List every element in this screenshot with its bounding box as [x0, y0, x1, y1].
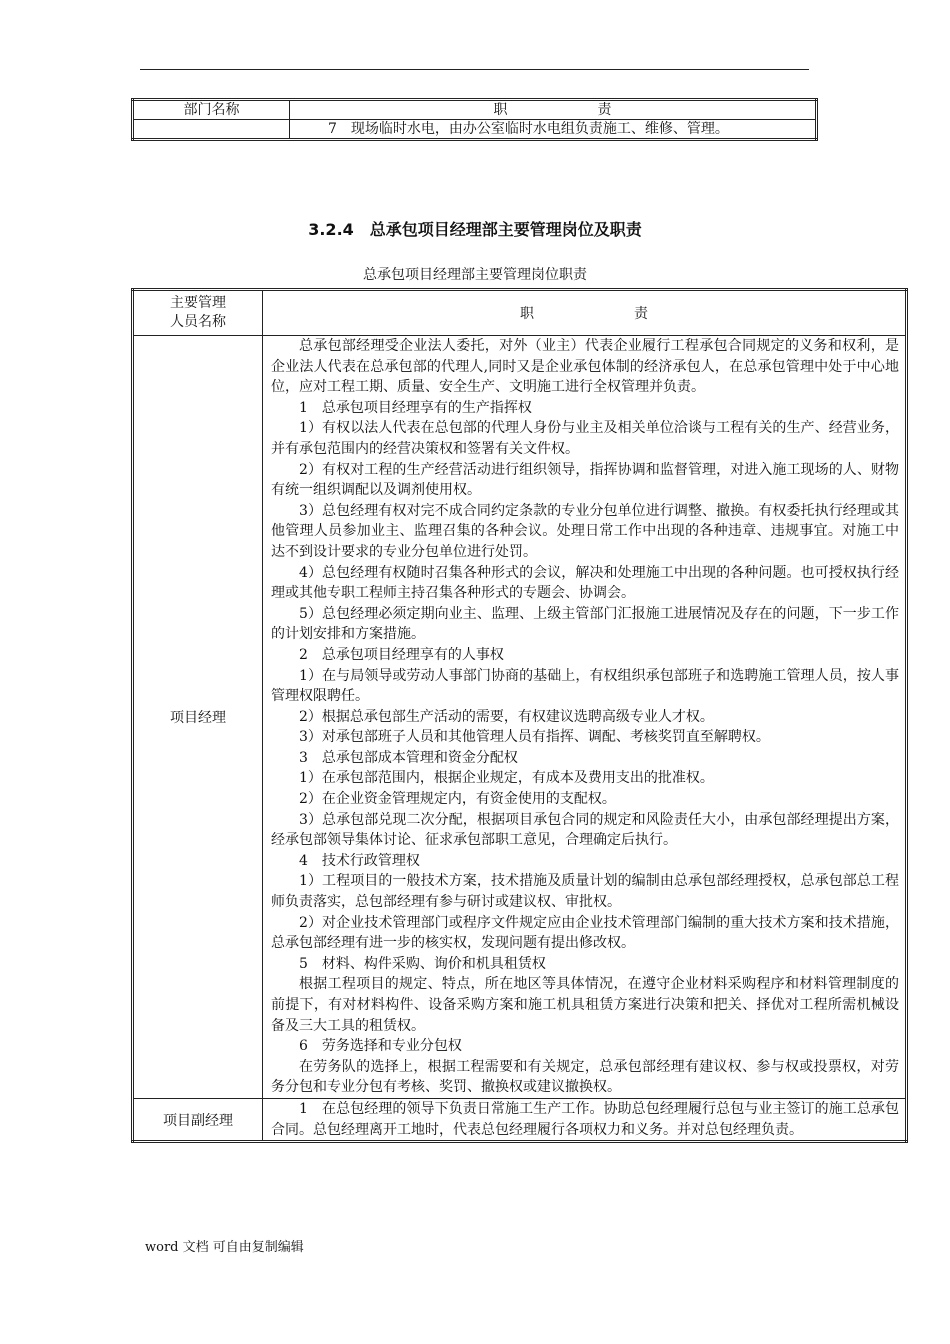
table-row [133, 120, 817, 140]
duties-cell [263, 336, 907, 1099]
header-duties [290, 100, 817, 120]
header-duties-char2: 责 [597, 102, 612, 118]
duty-paragraph: 1 在总包经理的领导下负责日常施工生产工作。协助总包经理履行总包与业主签订的施工总承包合同。总包经理离开工地时，代表总包经理履行各项权力和义务。并对总包经理负责。 [271, 1100, 899, 1138]
table-header-row [133, 290, 907, 336]
duty-paragraph: 1）在与局领导或劳动人事部门协商的基础上，有权组织承包部班子和选聘施工管理人员，按人事管理权限聘任。 [271, 667, 899, 705]
duty-paragraph: 2）根据总承包部生产活动的需要，有权建议选聘高级专业人才权。 [299, 708, 714, 725]
duty-paragraph: 3）总承包部兑现二次分配，根据项目承包合同的规定和风险责任大小，由承包部经理提出方案，经承包部领导集体讨论、征求承包部职工意见，合理确定后执行。 [271, 811, 899, 849]
duty-paragraph: 根据工程项目的规定、特点，所在地区等具体情况，在遵守企业材料采购程序和材料管理制度的前提下，有对材料构件、设备采购方案和施工机具租赁方案进行决策和把关、择优对工程所需机械设备及三大工具的租赁权。 [271, 976, 899, 1034]
table-header-row [133, 100, 817, 120]
duty-paragraph: 6 劳务选择和专业分包权 [299, 1038, 462, 1055]
duty-paragraph: 4）总包经理有权随时召集各种形式的会议，解决和处理施工中出现的各种问题。也可授权执行经理或其他专职工程师主持召集各种形式的专题会、协调会。 [271, 564, 899, 602]
duty-paragraph: 1）有权以法人代表在总包部的代理人身份与业主及相关单位洽谈与工程有关的生产、经营业务，并有承包范围内的经营决策权和签署有关文件权。 [271, 420, 899, 457]
header-rule [140, 69, 809, 70]
duty-paragraph: 5）总包经理必须定期向业主、监理、上级主管部门汇报施工进展情况及存在的问题，下一步工作的计划安排和方案措施。 [271, 605, 899, 643]
header-duties-char1: 职 [493, 102, 508, 118]
duty-paragraph: 5 材料、构件采购、询价和机具租赁权 [299, 955, 546, 972]
duty-paragraph: 2）在企业资金管理规定内，有资金使用的支配权。 [299, 791, 616, 808]
header-position-line2: 人员名称 [170, 314, 226, 330]
department-cell [133, 120, 290, 140]
department-table [131, 98, 818, 141]
header-position-line1: 主要管理 [170, 295, 226, 311]
table-caption: 总承包项目经理部主要管理岗位职责 [363, 267, 587, 283]
duty-paragraph: 2）有权对工程的生产经营活动进行组织领导，指挥协调和监督管理，对进入施工现场的人、财物有统一组织调配以及调剂使用权。 [271, 461, 899, 499]
duty-paragraph: 2）对企业技术管理部门或程序文件规定应由企业技术管理部门编制的重大技术方案和技术措施，总承包部经理有进一步的核实权，发现问题有提出修改权。 [271, 914, 899, 952]
duty-cell: 7 现场临时水电，由办公室临时水电组负责施工、维修、管理。 [290, 120, 817, 140]
position-name-cell: 项目经理 [133, 336, 263, 1099]
header-position-name [133, 290, 263, 336]
duty-paragraph: 1）工程项目的一般技术方案，技术措施及质量计划的编制由总承包部经理授权，总承包部总工程师负责落实，总包部经理有参与研讨或建议权、审批权。 [271, 873, 899, 911]
position-name-cell: 项目副经理 [133, 1098, 263, 1141]
section-title: 3.2.4 总承包项目经理部主要管理岗位及职责 [308, 220, 642, 239]
duty-paragraph: 3 总承包部成本管理和资金分配权 [299, 749, 518, 766]
duty-paragraph: 总承包部经理受企业法人委托，对外（业主）代表企业履行工程承包合同规定的义务和权利，是企业法人代表在总承包部的代理人,同时又是企业承包体制的经济承包人，在总承包管理中处于中心地位，应对工程工期、质量、安全生产、文明施工进行全权管理并负责。 [271, 338, 899, 396]
duty-paragraph: 3）总包经理有权对完不成合同约定条款的专业分包单位进行调整、撤换。有权委托执行经理或其他管理人员参加业主、监理召集的各种会议。处理日常工作中出现的各种违章、违规事宜。对施工中达不到设计要求的专业分包单位进行处罚。 [271, 502, 899, 560]
header-department-name: 部门名称 [133, 100, 290, 120]
duty-paragraph: 2 总承包项目经理享有的人事权 [299, 646, 504, 663]
footer-note: word 文档 可自由复制编辑 [145, 1240, 304, 1255]
duty-paragraph: 3）对承包部班子人员和其他管理人员有指挥、调配、考核奖罚直至解聘权。 [299, 729, 770, 746]
duty-paragraph: 4 技术行政管理权 [299, 852, 420, 869]
duty-paragraph: 1 总承包项目经理享有的生产指挥权 [299, 399, 532, 416]
header-duties [263, 290, 907, 336]
header-duties-char2: 责 [634, 306, 648, 322]
header-duties-char1: 职 [520, 306, 534, 322]
table-row [133, 1098, 907, 1141]
positions-table [131, 288, 908, 1143]
duties-cell [263, 1098, 907, 1141]
table-row [133, 336, 907, 1099]
duty-paragraph: 在劳务队的选择上，根据工程需要和有关规定，总承包部经理有建议权、参与权或投票权，对劳务分包和专业分包有考核、奖罚、撤换权或建议撤换权。 [271, 1058, 899, 1096]
duty-paragraph: 1）在承包部范围内，根据企业规定，有成本及费用支出的批准权。 [299, 770, 714, 787]
